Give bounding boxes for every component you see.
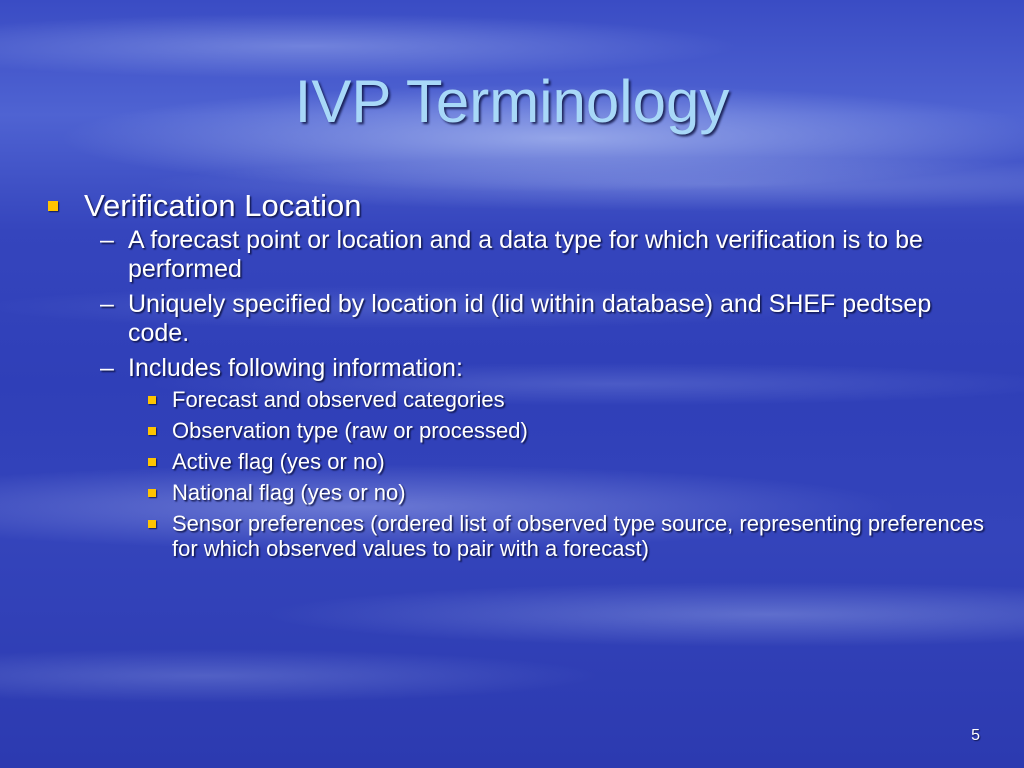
slide-title: IVP Terminology bbox=[294, 68, 730, 135]
square-bullet-icon bbox=[148, 427, 156, 435]
info-item bbox=[44, 480, 984, 505]
square-bullet-icon bbox=[48, 201, 58, 211]
dash-bullet-icon: – bbox=[100, 290, 114, 318]
sub-bullet-includes bbox=[44, 354, 984, 383]
bullet-text: Verification Location bbox=[84, 188, 362, 223]
info-item bbox=[44, 387, 984, 412]
slide-content bbox=[44, 186, 984, 567]
info-item bbox=[44, 511, 984, 561]
info-item-text: National flag (yes or no) bbox=[172, 480, 406, 505]
info-item-text: Sensor preferences (ordered list of observed type source, representing preferences for which observed values to pair with a forecast) bbox=[172, 511, 984, 561]
info-item-text: Active flag (yes or no) bbox=[172, 449, 385, 474]
sub-bullet-text: Includes following information: bbox=[128, 354, 463, 382]
info-item bbox=[44, 449, 984, 474]
page-number: 5 bbox=[971, 727, 980, 744]
sub-bullet-identification bbox=[44, 290, 984, 348]
sub-bullet-text: A forecast point or location and a data type for which verification is to be performed bbox=[128, 226, 923, 283]
sub-bullet-text: Uniquely specified by location id (lid within database) and SHEF pedtsep code. bbox=[128, 290, 932, 347]
bullet-verification-location bbox=[44, 186, 984, 226]
sub-bullet-definition bbox=[44, 226, 984, 284]
square-bullet-icon bbox=[148, 520, 156, 528]
info-item-text: Forecast and observed categories bbox=[172, 387, 505, 412]
info-item bbox=[44, 418, 984, 443]
dash-bullet-icon: – bbox=[100, 226, 114, 254]
square-bullet-icon bbox=[148, 396, 156, 404]
square-bullet-icon bbox=[148, 489, 156, 497]
dash-bullet-icon: – bbox=[100, 354, 114, 382]
square-bullet-icon bbox=[148, 458, 156, 466]
info-item-text: Observation type (raw or processed) bbox=[172, 418, 528, 443]
